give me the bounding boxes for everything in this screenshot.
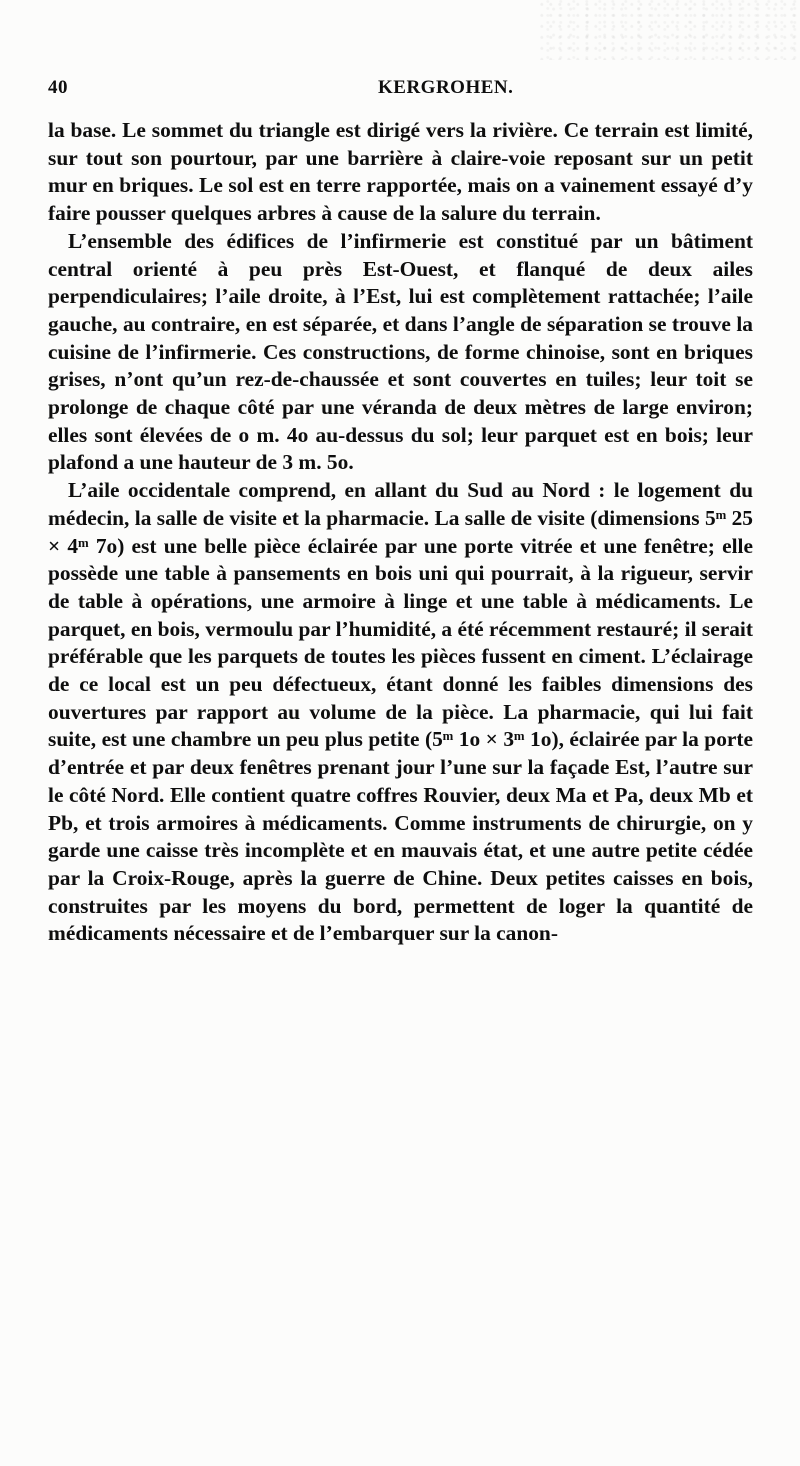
paper-speckle (540, 0, 800, 60)
paragraph-continuation: la base. Le sommet du triangle est dirigé vers la rivière. Ce terrain est limité, sur tout son pourtour, par une barrière à claire-voie reposant sur un petit mur en briques. Le sol est en terre rapportée, mais on a vainement essayé d’y faire pousser quelques arbres à cause de la salure du terrain. (48, 118, 753, 226)
running-head (48, 77, 753, 105)
body-text (48, 117, 753, 948)
page-number: 40 (48, 77, 68, 98)
paragraph-infirmary-buildings: L’ensemble des édifices de l’infirmerie est constitué par un bâtiment central orienté à peu près Est-Ouest, et flanqué de deux ailes perpendiculaires; l’aile droite, à l’Est, lui est complètement rattachée; l’aile gauche, au contraire, en est séparée, et dans l’angle de séparation se trouve la cuisine de l’infirmerie. Ces constructions, de forme chinoise, sont en briques grises, n’ont qu’un rez-de-chaussée et sont couvertes en tuiles; leur toit se prolonge de chaque côté par une véranda de deux mètres de large environ; elles sont élevées de o m. 4o au-dessus du sol; leur parquet est en bois; leur plafond a une hauteur de 3 m. 5o. (48, 228, 753, 475)
running-title: KERGROHEN. (378, 77, 514, 98)
paragraph-west-wing: L’aile occidentale comprend, en allant du Sud au Nord : le logement du médecin, la salle de visite et la pharmacie. La salle de visite (dimensions 5ᵐ 25 × 4ᵐ 7o) est une belle pièce éclairée par une porte vitrée et une fenêtre; elle possède une table à pansements en bois uni qui pourrait, à la rigueur, servir de table à opérations, une armoire à linge et une table à médicaments. Le parquet, en bois, vermoulu par l’humidité, a été récemment restauré; il serait préférable que les parquets de toutes les pièces fussent en ciment. L’éclairage de ce local est un peu défectueux, étant donné les faibles dimensions des ouvertures par rapport au volume de la pièce. La pharmacie, qui lui fait suite, est une chambre un peu plus petite (5ᵐ 1o × 3ᵐ 1o), éclairée par la porte d’entrée et par deux fenêtres prenant jour l’une sur la façade Est, l’autre sur le côté Nord. Elle contient quatre coffres Rouvier, deux Ma et Pa, deux Mb et Pb, et trois armoires à médicaments. Comme instruments de chirurgie, on y garde une caisse très incomplète et en mauvais état, et une autre petite cédée par la Croix-Rouge, après la guerre de Chine. Deux petites caisses en bois, construites par les moyens du bord, permettent de loger la quantité de médicaments nécessaire et de l’embarquer sur la canon- (48, 478, 753, 946)
